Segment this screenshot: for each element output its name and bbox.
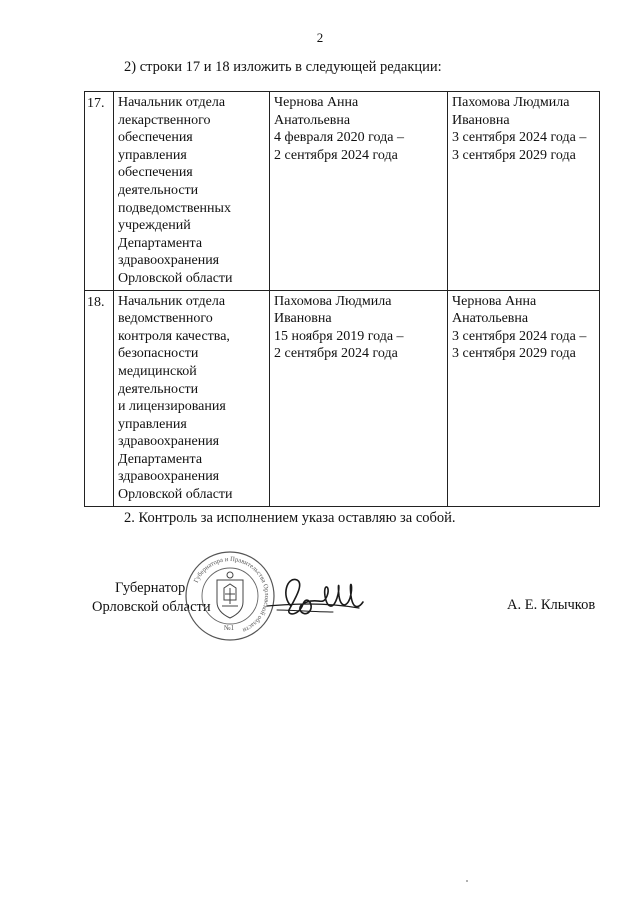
- previous-holder-cell-line: 2 сентября 2024 года: [274, 346, 398, 362]
- position-cell-line: Орловской области: [118, 270, 233, 286]
- position-cell-line: безопасности: [118, 346, 199, 362]
- new-holder-cell-line: Анатольевна: [452, 311, 529, 327]
- row-number: 17.: [85, 92, 114, 291]
- new-holder-cell-line: 3 сентября 2029 года: [452, 147, 576, 163]
- position-cell-line: ведомственного: [118, 311, 213, 327]
- position-cell-line: учреждений: [118, 218, 191, 234]
- position-cell-line: контроля качества,: [118, 328, 230, 344]
- position-cell-line: Департамента: [118, 235, 203, 251]
- position-cell-line: Орловской области: [118, 487, 233, 503]
- previous-holder-cell-line: 2 сентября 2024 года: [274, 147, 398, 163]
- handwritten-signature: [263, 566, 379, 626]
- scan-speck: [466, 880, 468, 882]
- new-holder-cell: [448, 290, 600, 506]
- position-cell-line: обеспечения: [118, 130, 193, 146]
- new-holder-cell-line: 3 сентября 2029 года: [452, 346, 576, 362]
- position-cell-line: Департамента: [118, 451, 203, 467]
- previous-holder-cell-line: Пахомова Людмила: [274, 293, 392, 309]
- previous-holder-cell-line: Анатольевна: [274, 112, 351, 128]
- position-cell-line: здравоохранения: [118, 253, 220, 269]
- position-cell-line: лекарственного: [118, 112, 211, 128]
- amendment-intro: 2) строки 17 и 18 изложить в следующей редакции:: [124, 59, 442, 75]
- signatory-title-line1: Губернатор: [115, 580, 186, 596]
- position-cell-line: подведомственных: [118, 200, 231, 216]
- position-cell-line: Начальник отдела: [118, 95, 226, 110]
- new-holder-cell: [448, 92, 600, 291]
- signatory-name: А. Е. Клычков: [507, 597, 596, 613]
- new-holder-cell-line: Чернова Анна: [452, 293, 537, 309]
- previous-holder-cell: [270, 290, 448, 506]
- coat-of-arms-icon: [217, 572, 243, 618]
- new-holder-cell-line: Ивановна: [452, 112, 510, 128]
- seal-number: №1: [224, 624, 235, 632]
- previous-holder-cell-line: Ивановна: [274, 311, 332, 327]
- control-clause: 2. Контроль за исполнением указа оставляю за собой.: [124, 510, 456, 526]
- new-holder-cell-line: Пахомова Людмила: [452, 95, 570, 110]
- table-row: [85, 92, 600, 291]
- previous-holder-cell: [270, 92, 448, 291]
- table-row: [85, 290, 600, 506]
- position-cell: [114, 92, 270, 291]
- previous-holder-cell-line: Чернова Анна: [274, 95, 359, 110]
- new-holder-cell-line: 3 сентября 2024 года –: [452, 130, 587, 146]
- position-cell-line: управления: [118, 416, 187, 432]
- appointments-table: [84, 91, 600, 507]
- seal-ring-text: Губернатора и Правительства Орловской области: [192, 555, 271, 634]
- previous-holder-cell-line: 4 февраля 2020 года –: [274, 130, 404, 146]
- previous-holder-cell-line: 15 ноября 2019 года –: [274, 328, 404, 344]
- position-cell-line: здравоохранения: [118, 469, 220, 485]
- row-number: 18.: [85, 290, 114, 506]
- position-cell-line: управления: [118, 147, 187, 163]
- position-cell-line: медицинской: [118, 363, 197, 379]
- position-cell: [114, 290, 270, 506]
- signatory-title-line2: Орловской области: [92, 599, 211, 615]
- position-cell-line: обеспечения: [118, 165, 193, 181]
- position-cell-line: здравоохранения: [118, 434, 220, 450]
- position-cell-line: деятельности: [118, 381, 199, 397]
- page-number: 2: [316, 30, 324, 45]
- position-cell-line: Начальник отдела: [118, 293, 226, 309]
- new-holder-cell-line: 3 сентября 2024 года –: [452, 328, 587, 344]
- position-cell-line: деятельности: [118, 182, 199, 198]
- position-cell-line: и лицензирования: [118, 399, 226, 415]
